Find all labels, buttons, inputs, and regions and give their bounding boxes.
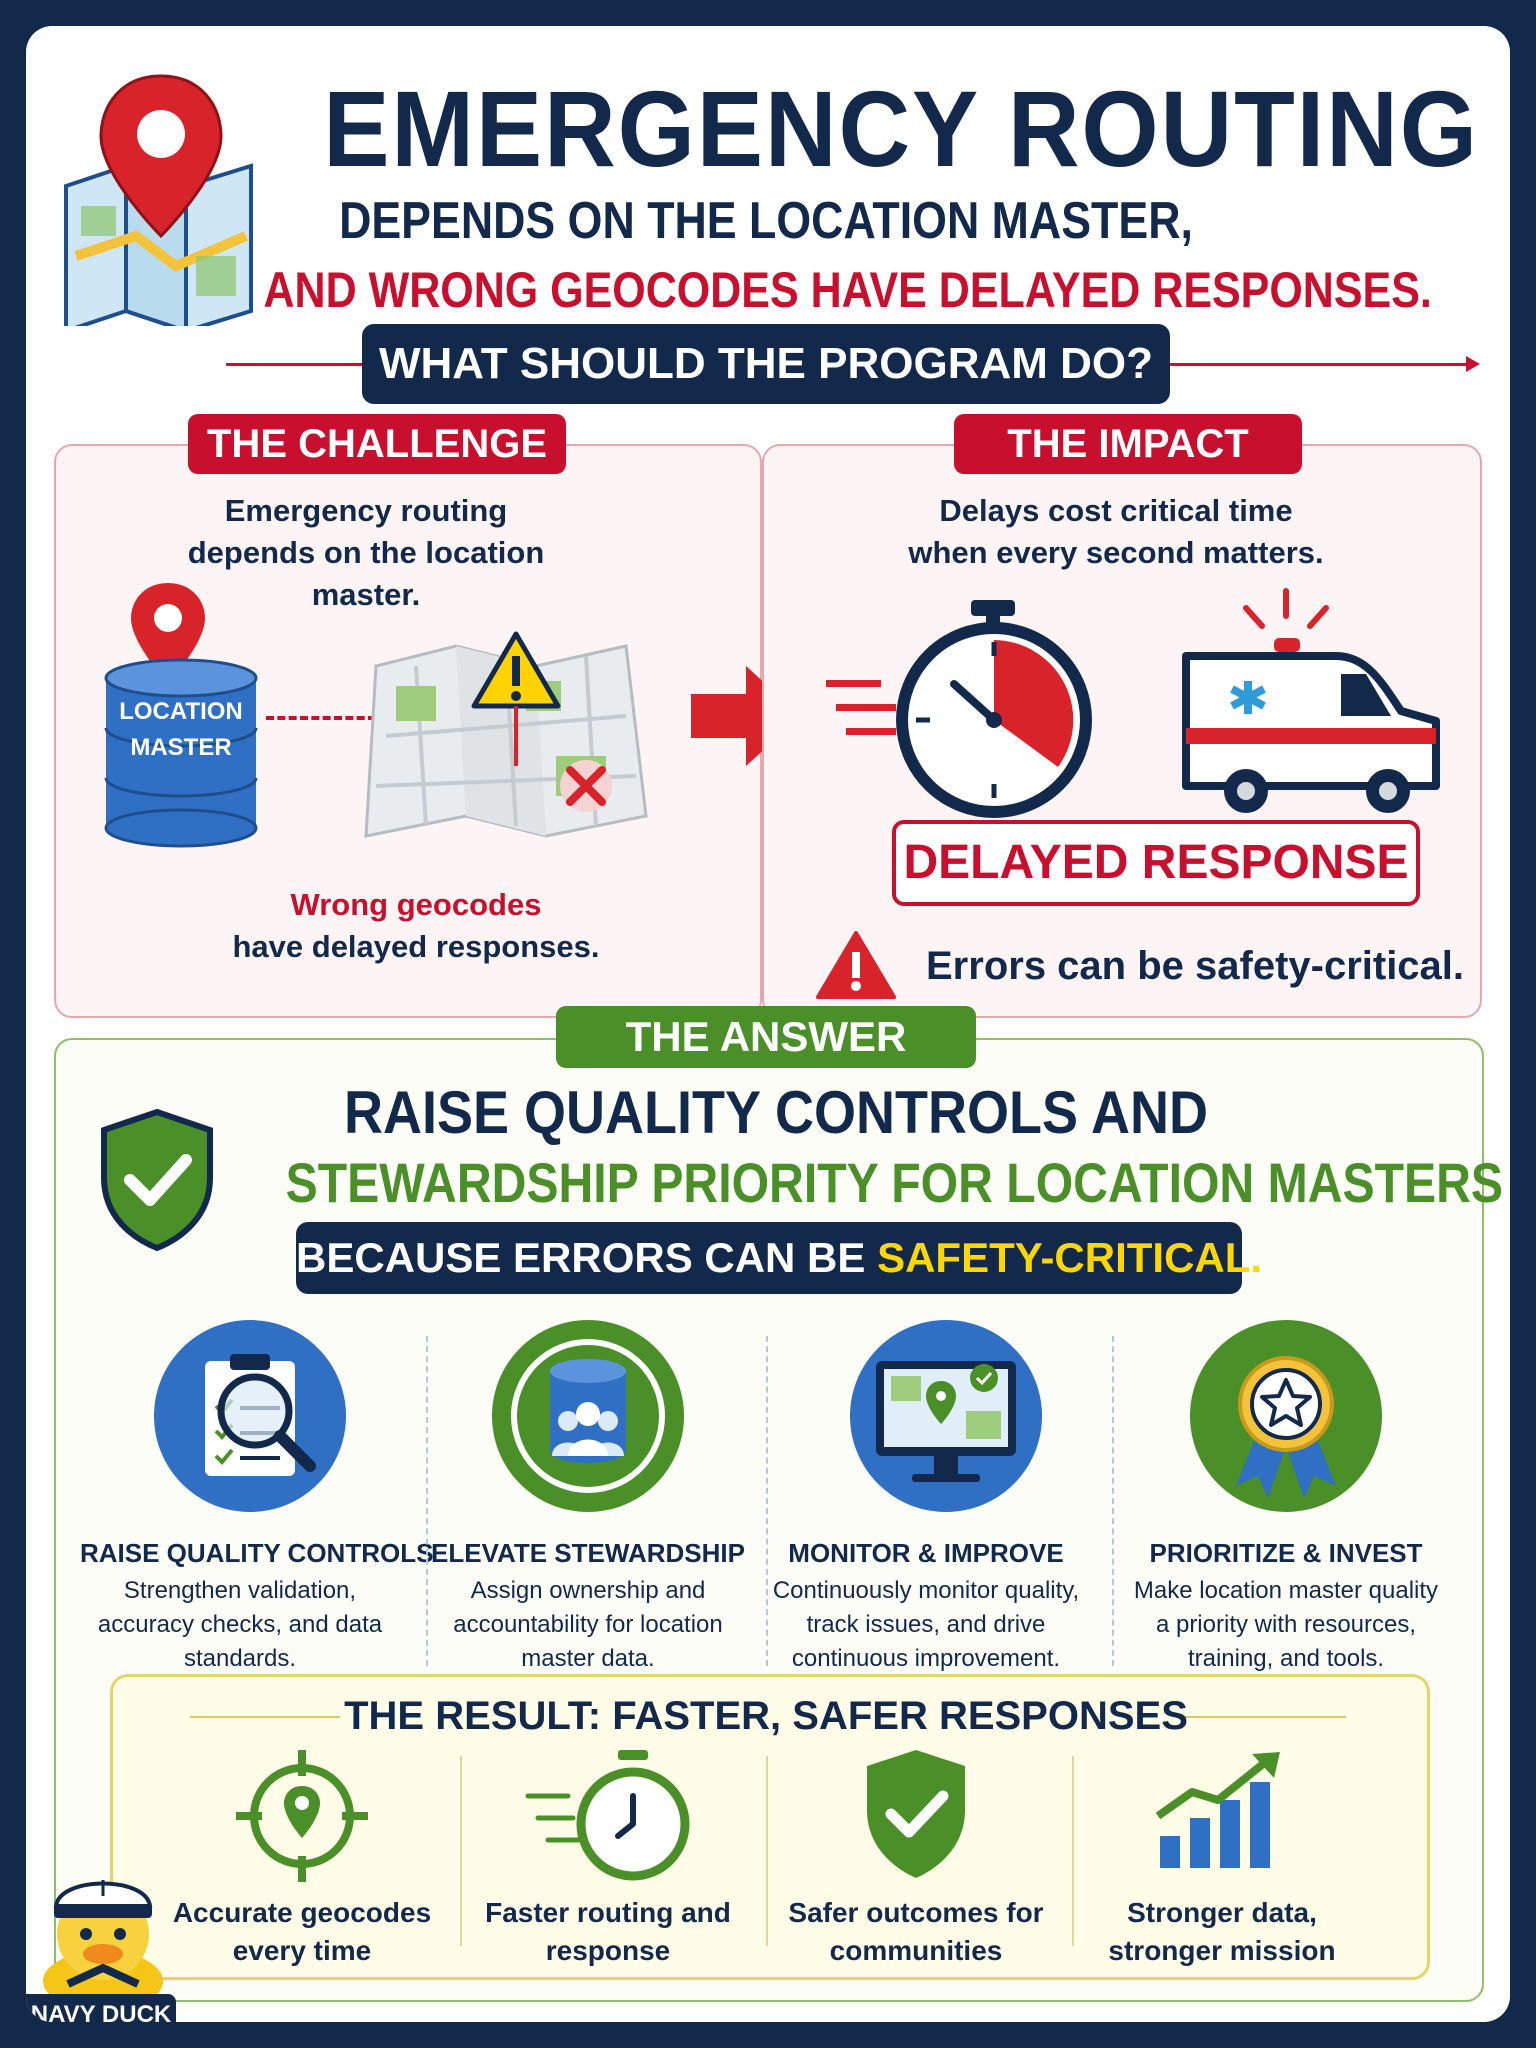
challenge-error-rest: have delayed responses. xyxy=(232,929,600,964)
impact-warning-text: Errors can be safety-critical. xyxy=(926,944,1465,988)
map-pin-icon xyxy=(56,66,266,326)
result-rule-left xyxy=(190,1716,340,1718)
database-label-line1: LOCATION xyxy=(119,698,243,725)
result-separator xyxy=(460,1756,462,1946)
infographic-card xyxy=(26,26,1510,2022)
shield-check-icon xyxy=(861,1746,971,1882)
because-highlight: SAFETY-CRITICAL. xyxy=(877,1234,1263,1281)
clipboard-magnifier-icon xyxy=(150,1316,350,1516)
database-label-line2: MASTER xyxy=(130,734,232,761)
because-prefix: BECAUSE ERRORS CAN BE xyxy=(296,1234,878,1281)
divider-left xyxy=(226,363,362,366)
divider-right xyxy=(1170,363,1470,366)
result-label: Faster routing and response xyxy=(485,1897,731,1966)
action-desc: Assign ownership and accountability for location master data. xyxy=(453,1577,723,1672)
question-banner: WHAT SHOULD THE PROGRAM DO? xyxy=(362,324,1170,404)
brand-label: NAVY DUCK xyxy=(26,1994,176,2022)
action-title: MONITOR & IMPROVE xyxy=(788,1538,1064,1568)
bar-chart-up-icon xyxy=(1152,1746,1292,1876)
impact-tag: THE IMPACT xyxy=(954,414,1302,474)
action-title: RAISE QUALITY CONTROLS xyxy=(80,1538,434,1568)
action-title: PRIORITIZE & INVEST xyxy=(1149,1538,1423,1568)
column-separator xyxy=(426,1336,428,1666)
result-label: Safer outcomes for communities xyxy=(788,1897,1044,1966)
result-label: Accurate geocodes every time xyxy=(172,1897,432,1966)
duck-mascot-icon xyxy=(28,1856,178,2006)
page-title: EMERGENCY ROUTING xyxy=(323,68,1479,189)
database-people-icon xyxy=(488,1316,688,1516)
shield-check-icon xyxy=(98,1108,216,1252)
award-ribbon-icon xyxy=(1186,1316,1386,1516)
action-desc: Continuously monitor quality, track issues, and drive continuous improvement. xyxy=(772,1577,1080,1672)
delayed-response-label: DELAYED RESPONSE xyxy=(892,820,1420,906)
answer-headline-1: RAISE QUALITY CONTROLS AND xyxy=(343,1079,1209,1146)
action-desc: Strengthen validation, accuracy checks, and data standards. xyxy=(97,1577,383,1672)
ambulance-icon xyxy=(1166,586,1456,816)
monitor-map-icon xyxy=(846,1316,1046,1516)
target-pin-icon xyxy=(232,1746,372,1886)
challenge-error-red: Wrong geocodes xyxy=(290,887,542,922)
result-label: Stronger data, stronger mission xyxy=(1108,1897,1336,1966)
page-subtitle-line1: DEPENDS ON THE LOCATION MASTER, xyxy=(339,192,1193,250)
because-banner xyxy=(296,1222,1263,1294)
challenge-tag: THE CHALLENGE xyxy=(188,414,566,474)
warning-triangle-icon xyxy=(816,930,896,1000)
page-subtitle-line2: AND WRONG GEOCODES HAVE DELAYED RESPONSES. xyxy=(263,262,1432,318)
column-separator xyxy=(1112,1336,1114,1666)
stopwatch-icon xyxy=(518,1746,698,1886)
answer-headline-2: STEWARDSHIP PRIORITY FOR LOCATION MASTERS xyxy=(285,1151,1504,1214)
result-separator xyxy=(766,1756,768,1946)
result-separator xyxy=(1072,1756,1074,1946)
action-title: ELEVATE STEWARDSHIP xyxy=(431,1538,745,1568)
stopwatch-icon xyxy=(826,592,1146,822)
map-warning-icon xyxy=(356,626,656,846)
challenge-text: Emergency routing depends on the location master. xyxy=(187,493,545,612)
impact-text: Delays cost critical time when every second matters. xyxy=(908,493,1324,570)
database-label xyxy=(106,694,256,766)
challenge-error-text xyxy=(176,884,656,968)
arrow-right-icon xyxy=(1466,356,1482,372)
column-separator xyxy=(766,1336,768,1666)
action-desc: Make location master quality a priority with resources, training, and tools. xyxy=(1133,1577,1439,1672)
answer-tag: THE ANSWER xyxy=(556,1006,976,1068)
result-title: THE RESULT: FASTER, SAFER RESPONSES xyxy=(344,1694,1188,1738)
